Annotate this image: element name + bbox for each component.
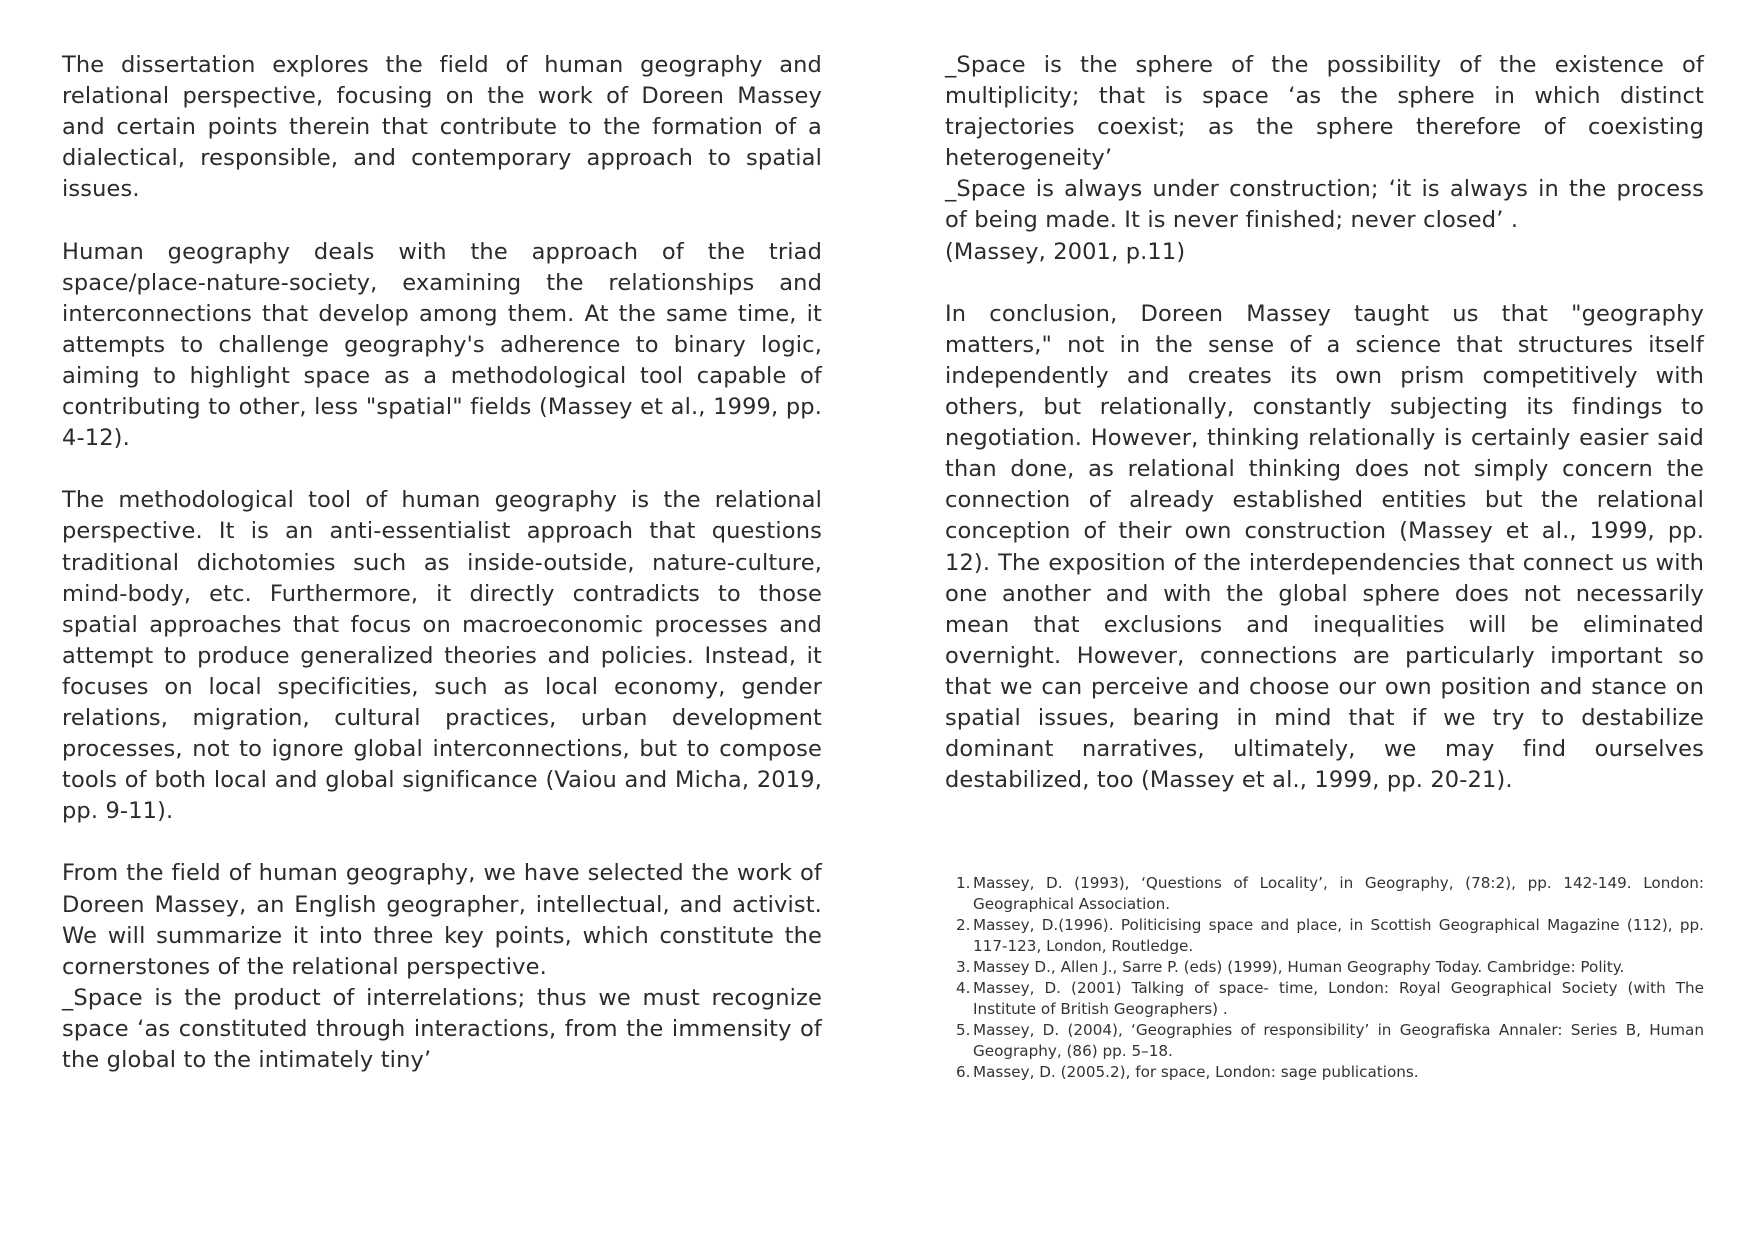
reference-number: 6.	[956, 1063, 971, 1081]
reference-text: Massey, D. (2001) Talking of space- time, London: Royal Geographical Society (with The Institute of British Geographers) .	[973, 979, 1704, 1018]
reference-item	[956, 1020, 1704, 1062]
doreen-massey-paragraph: From the field of human geography, we have selected the work of Doreen Massey, an English geographer, intellectual, and activist. We will summarize it into three key points, which constitute the cornerstones of the relational perspective.	[62, 860, 822, 980]
references-list	[956, 873, 1704, 1083]
citation-line: (Massey, 2001, p.11)	[945, 238, 1186, 265]
reference-item	[956, 1062, 1704, 1083]
reference-text: Massey, D.(1996). Politicising space and place, in Scottish Geographical Magazine (112), pp. 117-123, London, Routledge.	[973, 916, 1704, 955]
reference-number: 1.	[956, 874, 971, 892]
reference-number: 4.	[956, 979, 971, 997]
intro-paragraph: The dissertation explores the field of human geography and relational perspective, focusing on the work of Doreen Massey and certain points therein that contribute to the formation of a dialectical, responsible, and contemporary approach to spatial issues.	[62, 52, 822, 203]
key-point-2-paragraph: _Space is the sphere of the possibility of the existence of multiplicity; that is space ‘as the sphere in which distinct trajectories coexist; as the sphere therefore of coexisting heterogeneity’	[945, 52, 1704, 172]
methodological-tool-paragraph: The methodological tool of human geography is the relational perspective. It is an anti-essentialist approach that questions traditional dichotomies such as inside-outside, nature-culture, mind-body, etc. Furthermore, it directly contradicts to those spatial approaches that focus on macroeconomic processes and attempt to produce generalized theories and policies. Instead, it focuses on local specificities, such as local economy, gender relations, migration, cultural practices, urban development processes, not to ignore global interconnections, but to compose tools of both local and global significance (Vaiou and Micha, 2019, pp. 9-11).	[62, 487, 822, 825]
reference-item	[956, 873, 1704, 915]
reference-item	[956, 957, 1704, 978]
reference-number: 3.	[956, 958, 971, 976]
left-text-column	[62, 50, 822, 1076]
reference-number: 2.	[956, 916, 971, 934]
human-geography-paragraph: Human geography deals with the approach of the triad space/place-nature-society, examining the relationships and interconnections that develop among them. At the same time, it attempts to challenge geography's adherence to binary logic, aiming to highlight space as a methodological tool capable of contributing to other, less "spatial" fields (Massey et al., 1999, pp. 4-12).	[62, 238, 822, 452]
reference-text: Massey D., Allen J., Sarre P. (eds) (1999), Human Geography Today. Cambridge: Polity.	[973, 958, 1625, 976]
reference-number: 5.	[956, 1021, 971, 1039]
reference-text: Massey, D. (2004), ‘Geographies of responsibility’ in Geografiska Annaler: Series B, Human Geography, (86) pp. 5–18.	[973, 1021, 1704, 1060]
right-text-column	[945, 50, 1704, 796]
reference-text: Massey, D. (2005.2), for space, London: sage publications.	[973, 1063, 1419, 1081]
reference-item	[956, 915, 1704, 957]
reference-text: Massey, D. (1993), ‘Questions of Locality’, in Geography, (78:2), pp. 142-149. London: Geographical Association.	[973, 874, 1704, 913]
reference-item	[956, 978, 1704, 1020]
conclusion-paragraph: In conclusion, Doreen Massey taught us that "geography matters," not in the sense of a science that structures itself independently and creates its own prism competitively with others, but relationally, constantly subjecting its findings to negotiation. However, thinking relationally is certainly easier said than done, as relational thinking does not simply concern the connection of already established entities but the relational conception of their own construction (Massey et al., 1999, pp. 12). The exposition of the interdependencies that connect us with one another and with the global sphere does not necessarily mean that exclusions and inequalities will be eliminated overnight. However, connections are particularly important so that we can perceive and choose our own position and stance on spatial issues, bearing in mind that if we try to destabilize dominant narratives, ultimately, we may find ourselves destabilized, too (Massey et al., 1999, pp. 20-21).	[945, 300, 1704, 794]
key-point-3-paragraph: _Space is always under construction; ‘it is always in the process of being made. It is never finished; never closed’ .	[945, 176, 1704, 234]
key-point-1-paragraph: _Space is the product of interrelations; thus we must recognize space ‘as constituted through interactions, from the immensity of the global to the intimately tiny’	[62, 984, 822, 1073]
